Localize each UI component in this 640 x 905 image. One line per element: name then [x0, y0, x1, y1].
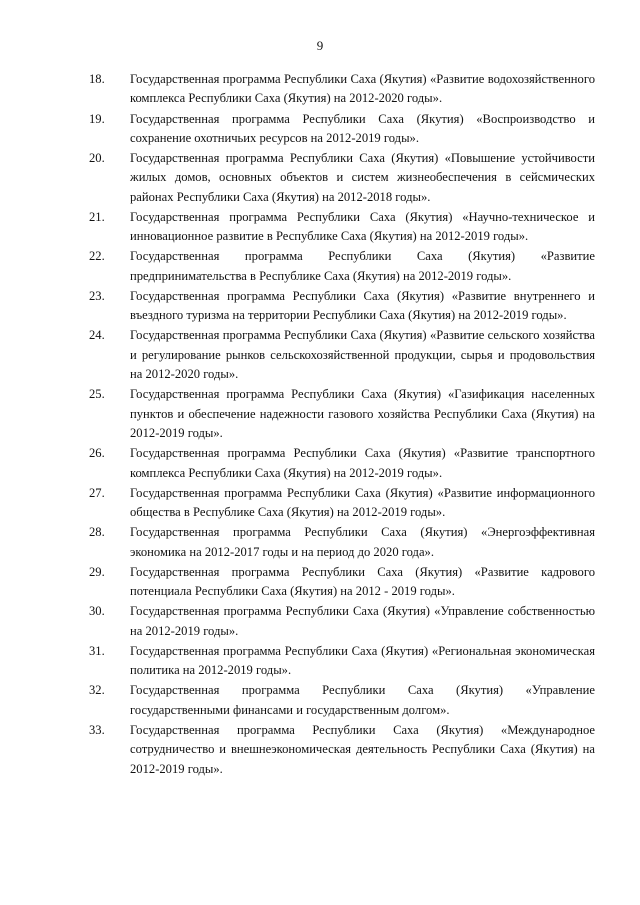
- item-number: 21.: [89, 209, 105, 224]
- item-text: Государственная программа Республики Саха (Якутия) «Развитие транспортного комплекса Республики Саха (Якутия) на 2012-2019 годы».: [130, 446, 595, 480]
- item-number: 33.: [89, 722, 105, 737]
- list-item: [89, 70, 595, 109]
- item-number: 30.: [89, 604, 105, 619]
- item-text: Государственная программа Республики Саха (Якутия) «Газификация населенных пунктов и обеспечение надежности газового хозяйства Республики Саха (Якутия) на 2012-2019 годы».: [130, 387, 595, 441]
- item-number: 29.: [89, 564, 105, 579]
- item-text: Государственная программа Республики Саха (Якутия) «Развитие сельского хозяйства и регулирование рынков сельскохозяйственной продукции, сырья и продовольствия на 2012-2020 годы».: [130, 328, 595, 382]
- item-text: Государственная программа Республики Саха (Якутия) «Международное сотрудничество и внешнеэкономическая деятельность Республики Саха (Якутия) на 2012-2019 годы».: [130, 722, 595, 776]
- item-number: 20.: [89, 151, 105, 165]
- list-item: [89, 444, 595, 483]
- item-number: 22.: [89, 249, 105, 264]
- item-text: Государственная программа Республики Саха (Якутия) «Развитие внутреннего и въездного туризма на территории Республики Саха (Якутия) на 2012-2019 годы».: [130, 288, 595, 323]
- item-number: 27.: [89, 485, 105, 500]
- item-number: 28.: [89, 525, 105, 540]
- list-item: [89, 247, 595, 286]
- list-item: [89, 563, 595, 602]
- program-list: [89, 70, 595, 780]
- item-text: Государственная программа Республики Саха (Якутия) «Развитие информационного общества в Республике Саха (Якутия) на 2012-2019 годы».: [130, 485, 595, 520]
- list-item: [89, 208, 595, 247]
- item-text: Государственная программа Республики Саха (Якутия) «Развитие водохозяйственного комплекса Республики Саха (Якутия) на 2012-2020 годы».: [130, 72, 595, 106]
- list-item: [89, 523, 595, 562]
- item-number: 25.: [89, 387, 105, 402]
- item-number: 23.: [89, 288, 105, 303]
- item-number: 19.: [89, 111, 105, 126]
- list-item: [89, 602, 595, 641]
- list-item: [89, 149, 595, 207]
- item-number: 18.: [89, 72, 105, 86]
- item-text: Государственная программа Республики Саха (Якутия) «Научно-техническое и инновационное развитие в Республике Саха (Якутия) на 2012-2019 годы».: [130, 209, 595, 244]
- item-text: Государственная программа Республики Саха (Якутия) «Развитие кадрового потенциала Республики Саха (Якутия) на 2012 - 2019 годы».: [130, 564, 595, 599]
- list-item: [89, 110, 595, 149]
- item-text: Государственная программа Республики Саха (Якутия) «Повышение устойчивости жилых домов, основных объектов и систем жизнеобеспечения в сейсмических районах Республики Саха (Якутия) на 2012-2018 годы».: [130, 151, 595, 204]
- list-item: [89, 287, 595, 326]
- item-text: Государственная программа Республики Саха (Якутия) «Развитие предпринимательства в Республике Саха (Якутия) на 2012-2019 годы».: [130, 249, 595, 283]
- item-text: Государственная программа Республики Саха (Якутия) «Управление государственными финансами и государственным долгом».: [130, 683, 595, 717]
- item-text: Государственная программа Республики Саха (Якутия) «Энергоэффективная экономика на 2012-2017 годы и на период до 2020 года».: [130, 525, 595, 559]
- item-number: 26.: [89, 446, 105, 461]
- item-number: 24.: [89, 328, 105, 343]
- list-item: [89, 484, 595, 523]
- item-text: Государственная программа Республики Саха (Якутия) «Управление собственностью на 2012-2019 годы».: [130, 604, 595, 638]
- page-number: 9: [316, 38, 324, 53]
- list-item: [89, 681, 595, 720]
- item-number: 31.: [89, 643, 105, 658]
- item-number: 32.: [89, 683, 105, 698]
- list-item: [89, 326, 595, 384]
- item-text: Государственная программа Республики Саха (Якутия) «Воспроизводство и сохранение охотничьих ресурсов на 2012-2019 годы».: [130, 111, 595, 145]
- list-item: [89, 385, 595, 443]
- list-item: [89, 721, 595, 779]
- list-item: [89, 642, 595, 681]
- item-text: Государственная программа Республики Саха (Якутия) «Региональная экономическая политика на 2012-2019 годы».: [130, 643, 595, 678]
